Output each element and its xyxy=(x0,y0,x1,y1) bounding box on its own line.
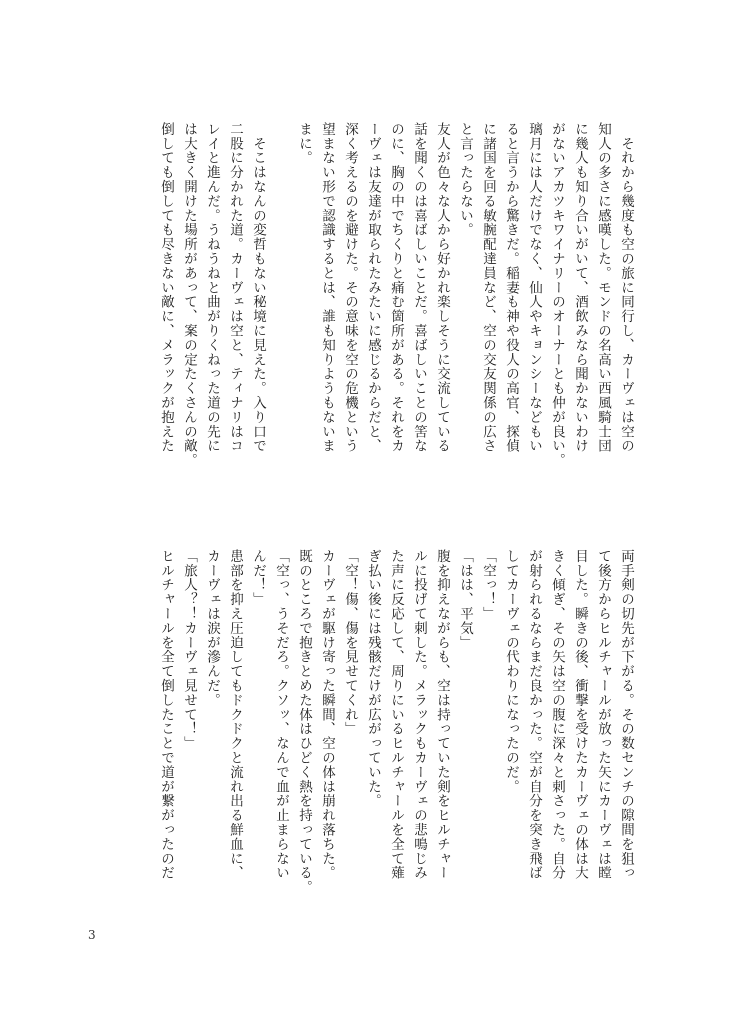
lower-text-block xyxy=(117,549,637,914)
text-line: 「空！傷、傷を見せてくれ」 xyxy=(342,549,358,737)
text-line: ヒルチャールを全て倒したことで道が繋がったのだ xyxy=(158,549,174,881)
text-line: 璃月には人だけでなく、仙人やキョンシーなどもい xyxy=(526,122,542,454)
text-line: のに、胸の中でちくりと痛む箇所がある。それをカ xyxy=(388,122,404,454)
text-line: 友人が色々な人から好かれ楽しそうに交流している xyxy=(434,122,450,454)
text-line: カーヴェが駆け寄った瞬間、空の体は崩れ落ちた。 xyxy=(319,549,335,881)
text-line: が射られるならまだ良かった。空が自分を突き飛ば xyxy=(526,549,542,881)
text-line: それから幾度も空の旅に同行し、カーヴェは空の xyxy=(618,122,634,454)
text-line: 両手剣の切先が下がる。その数センチの隙間を狙っ xyxy=(618,549,634,881)
text-line: ーヴェは友達が取られたみたいに感じるからだと、 xyxy=(365,122,381,454)
paragraph-break xyxy=(269,122,292,470)
text-line: 「空っ！」 xyxy=(480,549,496,621)
text-line: た声に反応して、周りにいるヒルチャールを全て薙 xyxy=(388,549,404,881)
text-line: 望まない形で認識するとは、誰も知りようもないま xyxy=(319,122,335,454)
text-line: カーヴェは涙が滲んだ。 xyxy=(204,549,220,708)
text-line: 腹を抑えながらも、空は持っていた剣をヒルチャー xyxy=(434,549,450,881)
text-line: 二股に分かれた道。カーヴェは空と、ティナリはコ xyxy=(227,122,243,454)
text-line: してカーヴェの代わりになったのだ。 xyxy=(503,549,519,794)
text-line: まに。 xyxy=(296,122,312,166)
page-number: 3 xyxy=(88,928,96,942)
text-line: 知人の多さに感嘆した。モンドの名高い西風騎士団 xyxy=(595,122,611,454)
text-line: 話を聞くのは喜ばしいことだ。喜ばしいことの筈な xyxy=(411,122,427,454)
text-line: がないアカツキワイナリーのオーナーとも仲が良い。 xyxy=(549,122,565,468)
text-line: 倒しても倒しても尽きない敵に、メラックが抱えた xyxy=(158,122,174,454)
text-line: 患部を抑え圧迫してもドクドクと流れ出る鮮血に、 xyxy=(227,549,243,881)
text-line: んだ！」 xyxy=(250,549,266,607)
text-line: に諸国を回る敏腕配達員など、空の交友関係の広さ xyxy=(480,122,496,454)
text-line: 目した。瞬きの後、衝撃を受けたカーヴェの体は大 xyxy=(572,549,588,881)
text-line: は大きく開けた場所があって、案の定たくさんの敵。 xyxy=(181,122,197,468)
text-line: きく傾ぎ、その矢は空の腹に深々と刺さった。自分 xyxy=(549,549,565,881)
text-line: と言ったらない。 xyxy=(457,122,473,238)
text-line: そこはなんの変哲もない秘境に見えた。入り口で xyxy=(250,122,266,454)
text-line: レイと進んだ。うねうねと曲がりくねった道の先に xyxy=(204,122,220,454)
text-line: 「旅人？！カーヴェ見せて！」 xyxy=(181,549,197,751)
text-line: て後方からヒルチャールが放った矢にカーヴェは瞠 xyxy=(595,549,611,881)
text-line: 「はは、平気」 xyxy=(457,549,473,650)
text-line: に幾人も知り合いがいて、酒飲みなら聞かないわけ xyxy=(572,122,588,454)
text-line: ぎ払い後には残骸だけが広がっていた。 xyxy=(365,549,381,809)
text-line: 既のところで抱きとめた体はひどく熱を持っている。 xyxy=(296,549,312,895)
text-line: 「空っ、うそだろ。クソッ、なんで血が止まらない xyxy=(273,549,289,881)
text-line: ると言うから驚きだ。稲妻も神や役人の高官、探偵 xyxy=(503,122,519,454)
text-line: 深く考えるのを避けた。その意味を空の危機という xyxy=(342,122,358,454)
text-line: ルに投げて刺した。メラックもカーヴェの悲鳴じみ xyxy=(411,549,427,881)
upper-text-block xyxy=(117,122,637,470)
